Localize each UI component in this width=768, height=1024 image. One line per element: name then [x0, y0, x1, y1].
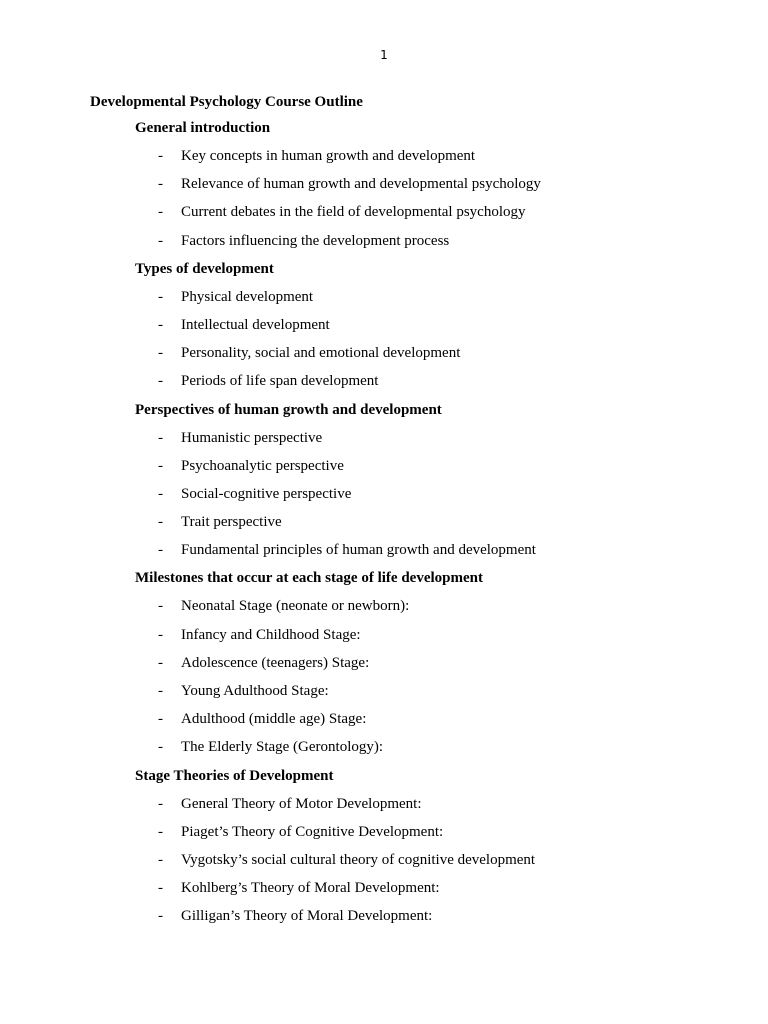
- bullet-dash: -: [158, 514, 163, 531]
- document-title: Developmental Psychology Course Outline: [90, 94, 363, 110]
- list-item-text: Young Adulthood Stage:: [181, 683, 329, 699]
- section-heading: Perspectives of human growth and development: [135, 401, 442, 418]
- list-item-text: Intellectual development: [181, 316, 330, 333]
- bullet-dash: -: [158, 429, 163, 446]
- list-item: [0, 342, 768, 370]
- list-item-text: Social-cognitive perspective: [181, 485, 352, 502]
- bullet-dash: -: [158, 626, 163, 643]
- list-item-text: Fundamental principles of human growth and development: [181, 542, 536, 559]
- list-item-text: Psychoanalytic perspective: [181, 457, 344, 474]
- bullet-dash: -: [158, 485, 163, 502]
- list-item: [0, 736, 768, 764]
- list-item: [0, 314, 768, 342]
- list-item: [0, 849, 768, 877]
- bullet-dash: -: [158, 598, 163, 615]
- list-item-text: Vygotsky’s social cultural theory of cognitive development: [181, 851, 536, 868]
- list-item-text: General Theory of Motor Development:: [181, 795, 422, 812]
- list-item-text: Periods of life span development: [181, 373, 379, 390]
- bullet-dash: -: [158, 316, 163, 333]
- list-item-text: Infancy and Childhood Stage:: [181, 626, 361, 643]
- list-item-text: Kohlberg’s Theory of Moral Development:: [181, 880, 440, 897]
- list-item: [0, 624, 768, 652]
- list-item: [0, 905, 768, 933]
- bullet-dash: -: [158, 204, 163, 221]
- list-item-text: Factors influencing the development process: [181, 232, 450, 249]
- list-item-text: Relevance of human growth and developmental psychology: [181, 176, 541, 193]
- list-item-text: Gilligan’s Theory of Moral Development:: [181, 908, 433, 925]
- section-heading: Types of development: [135, 260, 274, 277]
- outline-section: [0, 567, 768, 764]
- list-item: [0, 793, 768, 821]
- list-item-text: Key concepts in human growth and development: [181, 148, 476, 164]
- list-item: [0, 483, 768, 511]
- list-item: [0, 877, 768, 905]
- bullet-dash: -: [158, 373, 163, 390]
- list-item-text: Piaget’s Theory of Cognitive Development:: [181, 823, 444, 840]
- bullet-dash: -: [158, 823, 163, 840]
- bullet-dash: -: [158, 148, 163, 164]
- section-heading: Stage Theories of Development: [135, 767, 334, 784]
- bullet-dash: -: [158, 654, 163, 671]
- section-heading: Milestones that occur at each stage of life development: [135, 570, 483, 587]
- list-item: [0, 455, 768, 483]
- page-number: 1: [380, 48, 388, 62]
- list-item: [0, 539, 768, 567]
- bullet-dash: -: [158, 457, 163, 474]
- bullet-dash: -: [158, 880, 163, 897]
- list-item: [0, 821, 768, 849]
- list-item: [0, 427, 768, 455]
- list-item-text: Humanistic perspective: [181, 429, 323, 446]
- list-item: [0, 370, 768, 398]
- section-heading: General introduction: [135, 120, 271, 136]
- bullet-dash: -: [158, 176, 163, 193]
- bullet-dash: -: [158, 711, 163, 728]
- bullet-dash: -: [158, 345, 163, 362]
- outline-section: [0, 258, 768, 399]
- list-item: [0, 145, 768, 173]
- list-item: [0, 173, 768, 201]
- bullet-dash: -: [158, 795, 163, 812]
- list-item: [0, 708, 768, 736]
- list-item-text: Personality, social and emotional development: [181, 345, 461, 362]
- list-item: [0, 230, 768, 258]
- list-item-text: Physical development: [181, 288, 314, 305]
- list-item-text: Trait perspective: [181, 514, 282, 531]
- list-item: [0, 680, 768, 708]
- list-item: [0, 595, 768, 623]
- bullet-dash: -: [158, 232, 163, 249]
- list-item-text: The Elderly Stage (Gerontology):: [181, 739, 384, 756]
- list-item-text: Neonatal Stage (neonate or newborn):: [181, 598, 410, 615]
- bullet-dash: -: [158, 739, 163, 756]
- bullet-dash: -: [158, 542, 163, 559]
- bullet-dash: -: [158, 288, 163, 305]
- bullet-dash: -: [158, 908, 163, 925]
- outline-section: [0, 117, 768, 258]
- bullet-dash: -: [158, 683, 163, 699]
- list-item: [0, 286, 768, 314]
- outline-sections: [0, 117, 768, 934]
- bullet-dash: -: [158, 851, 163, 868]
- list-item: [0, 511, 768, 539]
- list-item: [0, 652, 768, 680]
- list-item-text: Adulthood (middle age) Stage:: [181, 711, 367, 728]
- list-item-text: Current debates in the field of developmental psychology: [181, 204, 526, 221]
- outline-section: [0, 399, 768, 568]
- list-item-text: Adolescence (teenagers) Stage:: [181, 654, 370, 671]
- outline-section: [0, 765, 768, 934]
- list-item: [0, 201, 768, 229]
